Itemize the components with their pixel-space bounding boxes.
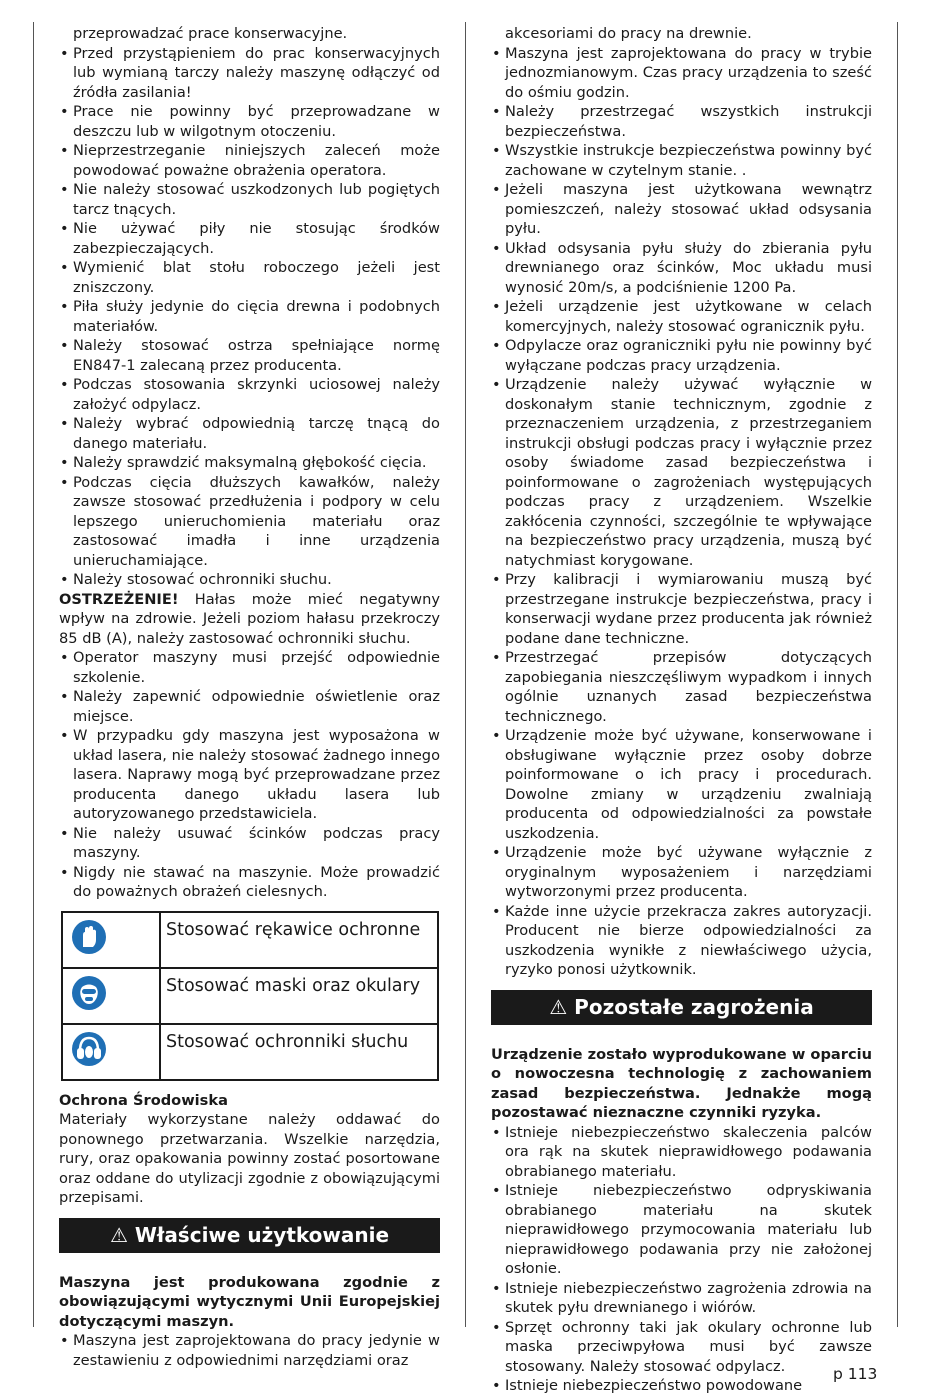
intended-use-banner: ⚠ Właściwe użytkowanie (59, 1218, 440, 1253)
list-item: • Należy przestrzegać wszystkich instrukcji bezpieczeństwa. (491, 102, 872, 141)
list-item: • Nie należy usuwać ścinków podczas pracy maszyny. (59, 824, 440, 863)
right-margin-rule (897, 22, 898, 1327)
page-number: p 113 (833, 1365, 878, 1383)
ppe-icon-cell (62, 1024, 160, 1080)
list-item: • Nieprzestrzeganie niniejszych zaleceń może powodować poważne obrażenia operatora. (59, 141, 440, 180)
ppe-table (61, 911, 439, 1081)
left-margin-rule (33, 22, 34, 1327)
list-item: • Przestrzegać przepisów dotyczących zapobiegania nieszczęśliwym wypadkom i innych ogólnie uznanych zasad bezpieczeństwa technicznego. (491, 648, 872, 726)
list-item: • Istnieje niebezpieczeństwo odpryskiwania obrabianego materiału na skutek nieprawidłowego przymocowania materiału lub nieprawidłowego podawania przy nie założonej osłonie. (491, 1181, 872, 1279)
ppe-text: Stosować maski oraz okulary (160, 968, 438, 1024)
gloves-icon (72, 920, 106, 954)
residual-risks-banner: ⚠ Pozostałe zagrożenia (491, 990, 872, 1025)
list-item: • Maszyna jest zaprojektowana do pracy jedynie w zestawieniu z odpowiednimi narzędziami oraz (59, 1331, 440, 1370)
residual-risks-intro: Urządzenie zostało wyprodukowane w oparciu o nowoczesna technologię z zachowaniem zasad bezpieczeństwa. Jednakże mogą pozostawać nieznaczne czynniki ryzyka. (491, 1045, 872, 1121)
environment-text: Materiały wykorzystane należy oddawać do ponownego przetwarzania. Wszelkie narzędzia, rury, oraz opakowania powinny zostać posortowane oraz oddane do utylizacji zgodnie z obowiązującymi przepisami. (59, 1111, 440, 1206)
list-item: • Należy sprawdzić maksymalną głębokość cięcia. (59, 453, 440, 473)
list-item: • Podczas cięcia dłuższych kawałków, należy zawsze stosować przedłużenia i podpory w celu lepszego unieruchomienia materiału oraz zastosować imadła i inne urządzenia unieruchamiające. (59, 473, 440, 571)
right-column (491, 24, 872, 1396)
list-item: • Wymienić blat stołu roboczego jeżeli jest zniszczony. (59, 258, 440, 297)
list-item: • Prace nie powinny być przeprowadzane w deszczu lub w wilgotnym otoczeniu. (59, 102, 440, 141)
safety-list-a (59, 44, 440, 590)
list-item: • Przy kalibracji i wymiarowaniu muszą być przestrzegane instrukcje bezpieczeństwa, pracy i konserwacji wydane przez producenta jak również podane dane techniczne. (491, 570, 872, 648)
safety-list-b (59, 648, 440, 902)
noise-warning (59, 590, 440, 649)
list-item: • Istnieje niebezpieczeństwo skaleczenia palców ora rąk na skutek nieprawidłowego podawania obrabianego materiału. (491, 1123, 872, 1182)
ear-protection-icon (72, 1032, 106, 1066)
center-column-rule (465, 22, 466, 1327)
ppe-text: Stosować rękawice ochronne (160, 912, 438, 968)
left-column (59, 24, 440, 1370)
table-row (62, 912, 438, 968)
list-item: • Należy wybrać odpowiednią tarczę tnącą do danego materiału. (59, 414, 440, 453)
list-item: • Wszystkie instrukcje bezpieczeństwa powinny być zachowane w czytelnym stanie. . (491, 141, 872, 180)
list-item: • Nigdy nie stawać na maszynie. Może prowadzić do poważnych obrażeń cielesnych. (59, 863, 440, 902)
risks-list (491, 1123, 872, 1396)
list-item: • Istnieje niebezpieczeństwo zagrożenia zdrowia na skutek pyłu drewnianego i wiórów. (491, 1279, 872, 1318)
list-item: • Przed przystąpieniem do prac konserwacyjnych lub wymianą tarczy należy maszynę odłączyć od źródła zasilania! (59, 44, 440, 103)
list-item: • Sprzęt ochronny taki jak okulary ochronne lub maska przeciwpyłowa musi być zawsze stosowany. Należy stosować odpylacz. (491, 1318, 872, 1377)
list-item: • Należy zapewnić odpowiednie oświetlenie oraz miejsce. (59, 687, 440, 726)
list-item: • Urządzenie może być używane, konserwowane i obsługiwane wyłącznie przez osoby dobrze poinformowane o ich pracy i procedurach. Dowolne zmiany w urządzeniu zwalniają producenta od odpowiedzialności za powstałe uszkodzenia. (491, 726, 872, 843)
list-item: • Odpylacze oraz ograniczniki pyłu nie powinny być wyłączane podczas pracy urządzenia. (491, 336, 872, 375)
list-item: • Istnieje niebezpieczeństwo powodowane (491, 1376, 872, 1396)
list-item: • Nie używać piły nie stosując środków zabezpieczających. (59, 219, 440, 258)
ppe-icon-cell (62, 912, 160, 968)
list-item: • W przypadku gdy maszyna jest wyposażona w układ lasera, nie należy stosować żadnego innego lasera. Naprawy mogą być przeprowadzane przez producenta danego układu lasera lub autoryzowanego przedstawiciela. (59, 726, 440, 824)
list-item: • Piła służy jedynie do cięcia drewna i podobnych materiałów. (59, 297, 440, 336)
list-item: • Należy stosować ochronniki słuchu. (59, 570, 440, 590)
continued-bullet-text: przeprowadzać prace konserwacyjne. (73, 25, 348, 42)
list-item: • Jeżeli urządzenie jest użytkowane w celach komercyjnych, należy stosować ogranicznik pyłu. (491, 297, 872, 336)
warning-label: OSTRZEŻENIE! (59, 590, 179, 608)
ppe-text: Stosować ochronniki słuchu (160, 1024, 438, 1080)
list-item: • Układ odsysania pyłu służy do zbierania pyłu drewnianego oraz ścinków, Moc układu musi wynosić 20m/s, a podciśnienie 1200 Pa. (491, 239, 872, 298)
table-row (62, 1024, 438, 1080)
list-item: • Urządzenie może być używane wyłącznie z oryginalnym wyposażeniem i narzędziami wytworzonymi przez producenta. (491, 843, 872, 902)
table-row (62, 968, 438, 1024)
list-item: • Maszyna jest zaprojektowana do pracy w trybie jednozmianowym. Czas pracy urządzenia to sześć do ośmiu godzin. (491, 44, 872, 103)
continued-bullet-text: akcesoriami do pracy na drewnie. (505, 25, 752, 42)
environment-heading: Ochrona Środowiska (59, 1091, 228, 1109)
intended-use-intro: Maszyna jest produkowana zgodnie z obowiązującymi wytycznymi Unii Europejskiej dotyczącymi maszyn. (59, 1273, 440, 1330)
list-item: • Urządzenie należy używać wyłącznie w doskonałym stanie technicznym, zgodnie z przeznaczeniem urządzenia, z przestrzeganiem instrukcji obsługi podczas pracy i wyłącznie przez osoby świadome zasad bezpieczeństwa i poinformowane o zagrożeniach występujących podczas pracy z urządzeniem. Wszelkie zakłócenia czynności, szczególnie te wpływające na bezpieczeństwo pracy urządzenia, muszą być natychmiast korygowane. (491, 375, 872, 570)
list-item: • Nie należy stosować uszkodzonych lub pogiętych tarcz tnących. (59, 180, 440, 219)
list-item: • Jeżeli maszyna jest użytkowana wewnątrz pomieszczeń, należy stosować układ odsysania pyłu. (491, 180, 872, 239)
usage-list (491, 44, 872, 980)
mask-goggles-icon (72, 976, 106, 1010)
warning-text: Hałas może mieć negatywny wpływ na zdrowie. Jeżeli poziom hałasu przekroczy 85 dB (A), należy zastosować ochronniki słuchu. (59, 590, 440, 647)
ppe-icon-cell (62, 968, 160, 1024)
list-item: • Każde inne użycie przekracza zakres autoryzacji. Producent nie bierze odpowiedzialności za uszkodzenia wynikłe z niewłaściwego użycia, ryzyko ponosi użytkownik. (491, 902, 872, 980)
list-item: • Podczas stosowania skrzynki uciosowej należy założyć odpylacz. (59, 375, 440, 414)
list-item: • Należy stosować ostrza spełniające normę EN847-1 zalecaną przez producenta. (59, 336, 440, 375)
list-item: • Operator maszyny musi przejść odpowiednie szkolenie. (59, 648, 440, 687)
intended-use-list (59, 1331, 440, 1370)
